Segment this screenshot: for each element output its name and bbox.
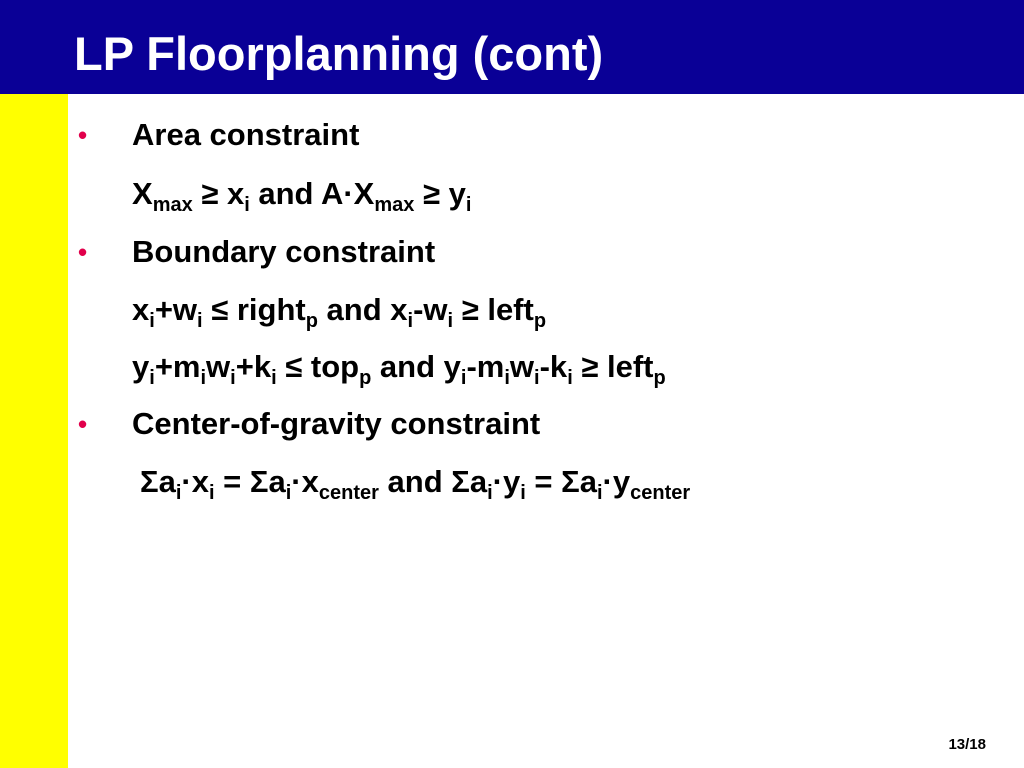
bullet-icon: • <box>78 120 88 150</box>
slide-title: LP Floorplanning (cont) <box>74 27 604 80</box>
page-number: 13/18 <box>948 736 986 753</box>
boundary-x-equation: $x_i+w_i$ ≤ right$_p$ and $x_i-w_i$ ≥ left$_p$ <box>132 292 547 332</box>
area-equation: $X_{max} \ge x_i$ and $A\cdot X_{max} \ge y_i$ <box>132 176 472 216</box>
center-of-gravity-equation: $\Sigma a_i\cdot x_i = \Sigma a_i\cdot x_{center}$ and $\Sigma a_i\cdot y_i = \Sigma a_i\cdot y_{center}$ <box>140 464 691 504</box>
boundary-y-equation: $y_i+m_iw_i+k_i \le top_p$ and $y_i-m_iw_i-k_i$ ≥ left$_p$ <box>132 349 666 389</box>
left-accent-band <box>0 94 68 768</box>
bullet-area-constraint: Area constraint <box>132 117 360 152</box>
bullet-icon: • <box>78 409 88 439</box>
bullet-icon: • <box>78 237 88 267</box>
bullet-boundary-constraint: Boundary constraint <box>132 234 436 269</box>
bullet-center-of-gravity-constraint: Center-of-gravity constraint <box>132 406 541 441</box>
